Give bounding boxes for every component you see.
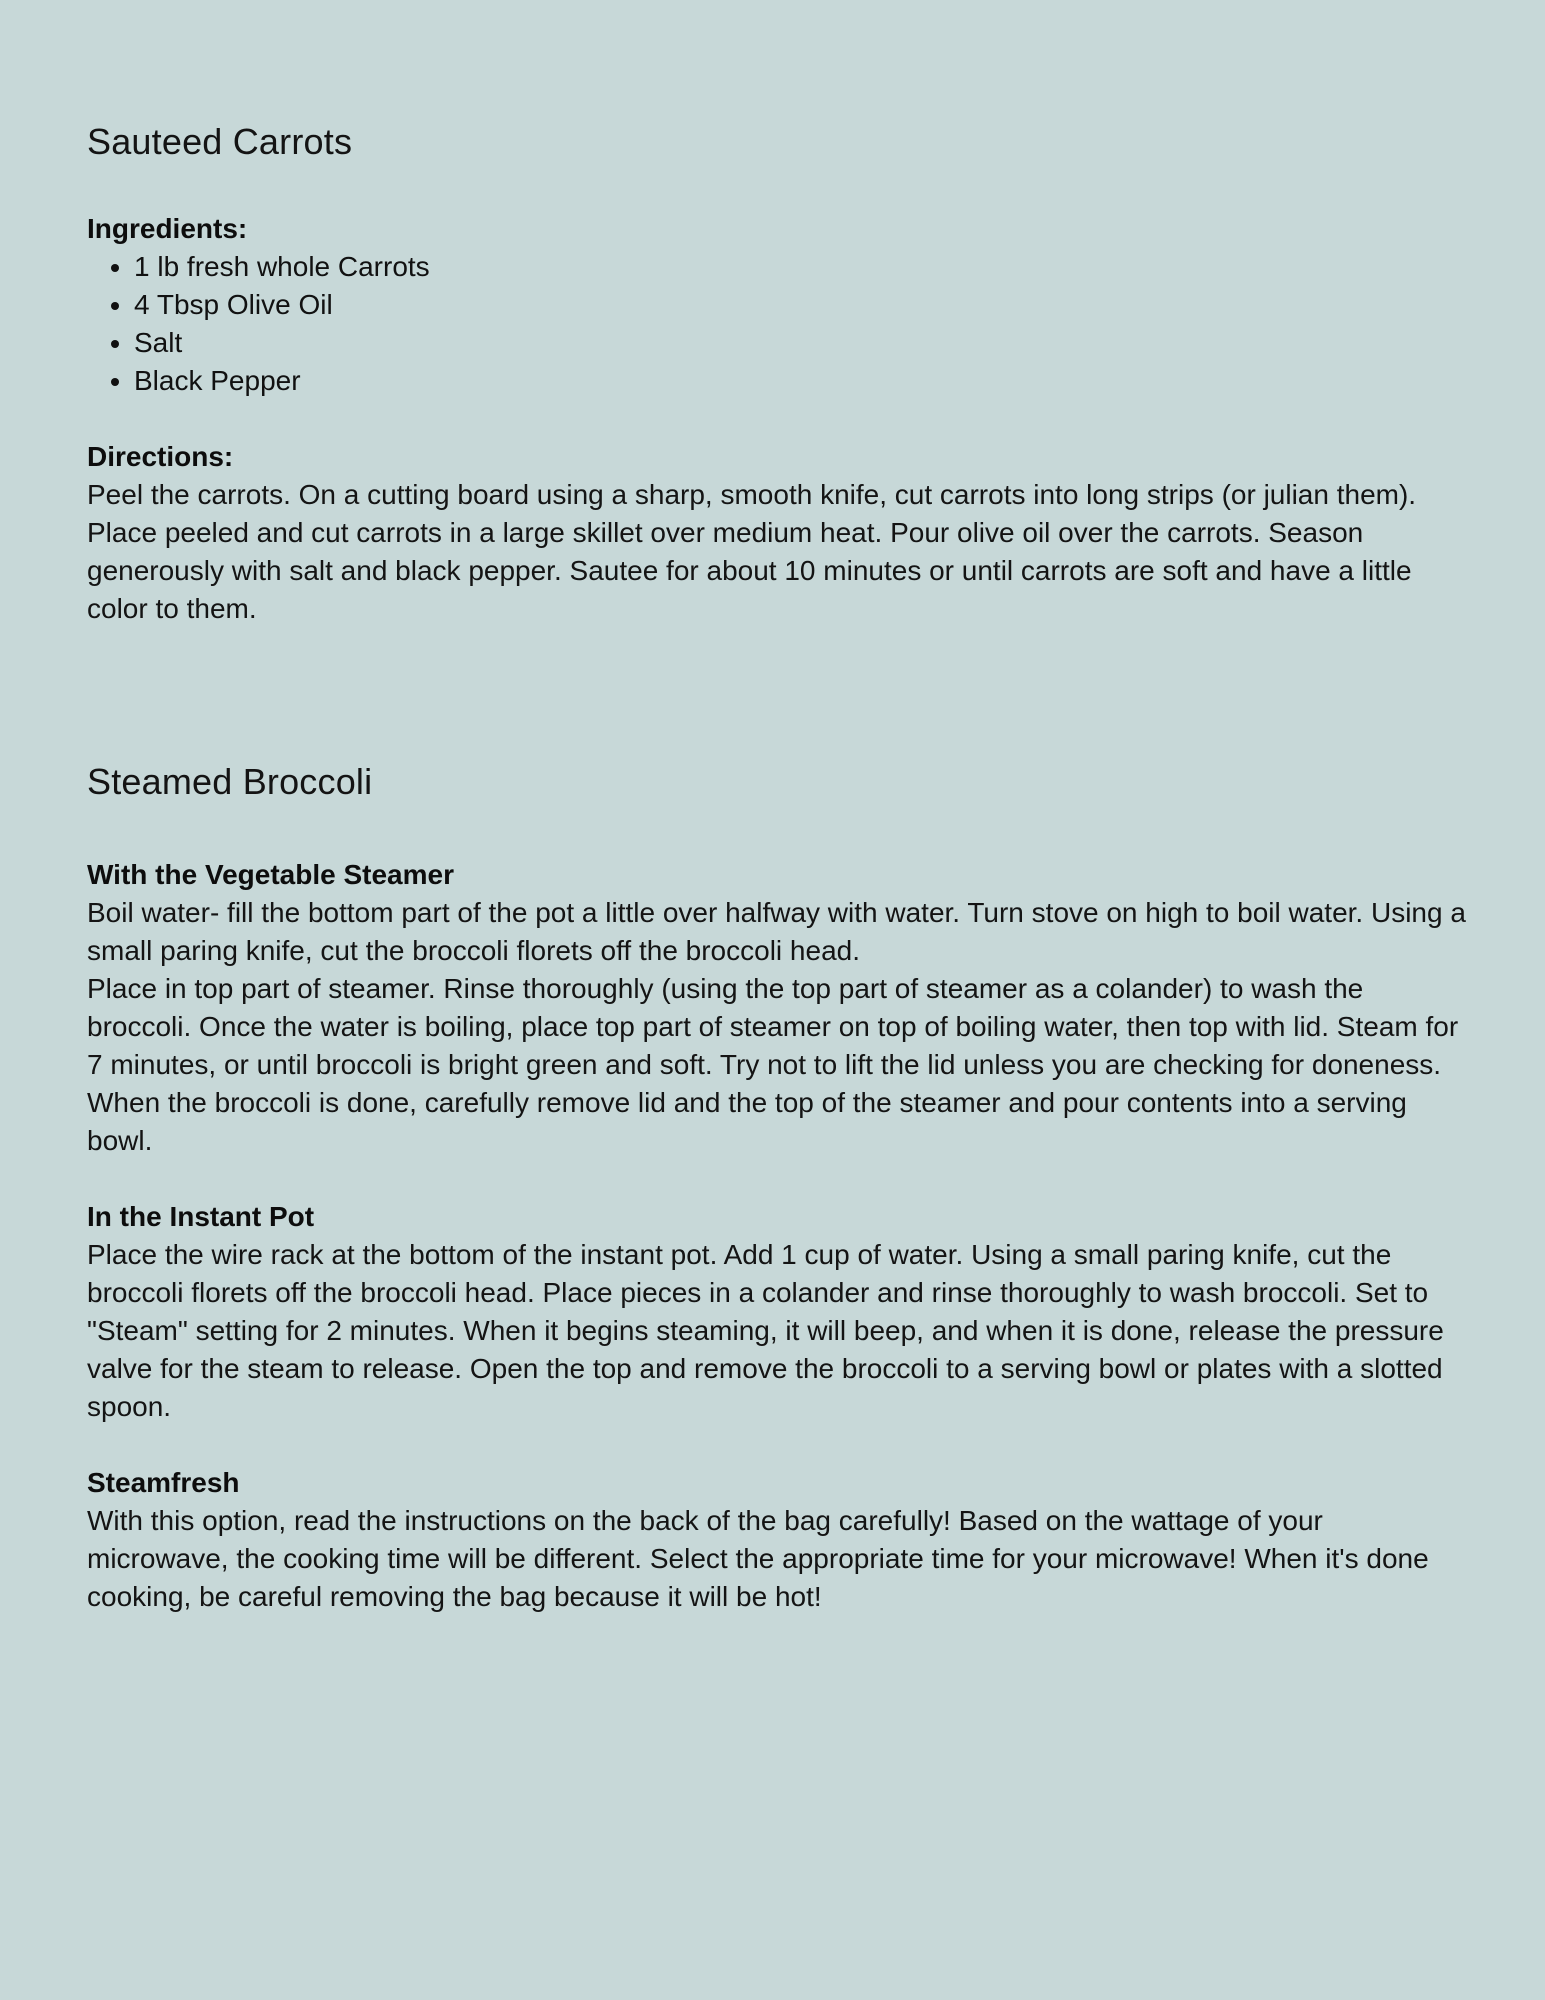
ingredients-heading: Ingredients: bbox=[87, 213, 248, 244]
recipe-title: Sauteed Carrots bbox=[87, 121, 353, 162]
recipe-sauteed-carrots bbox=[87, 118, 1467, 628]
method-text: Boil water- fill the bottom part of the pot a little over halfway with water. Turn stove on high to boil water. Using a small paring knife, cut the broccoli florets off the broccoli head. bbox=[87, 897, 1466, 966]
method-heading-instant-pot: In the Instant Pot bbox=[87, 1201, 315, 1232]
method-text: Place the wire rack at the bottom of the instant pot. Add 1 cup of water. Using a small paring knife, cut the broccoli florets off the broccoli head. Place pieces in a colander and rinse thoroughly to wash broccoli. Set to "Steam" setting for 2 minutes. When it begins steaming, it will beep, and when it is done, release the pressure valve for the steam to release. Open the top and remove the broccoli to a serving bowl or plates with a slotted spoon. bbox=[87, 1239, 1444, 1422]
ingredient-item: • 1 lb fresh whole Carrots bbox=[134, 248, 1467, 286]
recipe-steamed-broccoli bbox=[87, 758, 1467, 1616]
directions-heading: Directions: bbox=[87, 441, 234, 472]
ingredient-item: • Salt bbox=[134, 324, 1467, 362]
method-heading-steamfresh: Steamfresh bbox=[87, 1467, 240, 1498]
method-text: With this option, read the instructions on the back of the bag carefully! Based on the wattage of your microwave, the cooking time will be different. Select the appropriate time for your microwave! When it's done cooking, be careful removing the bag because it will be hot! bbox=[87, 1505, 1429, 1612]
directions-text: Peel the carrots. On a cutting board using a sharp, smooth knife, cut carrots into long strips (or julian them). Place peeled and cut carrots in a large skillet over medium heat. Pour olive oil over the carrots. Season generously with salt and black pepper. Sautee for about 10 minutes or until carrots are soft and have a little color to them. bbox=[87, 479, 1417, 624]
method-text: Place in top part of steamer. Rinse thoroughly (using the top part of steamer as a colander) to wash the broccoli. Once the water is boiling, place top part of steamer on top of boiling water, then top with lid. Steam for 7 minutes, or until broccoli is bright green and soft. Try not to lift the lid unless you are checking for doneness. When the broccoli is done, carefully remove lid and the top of the steamer and pour contents into a serving bowl. bbox=[87, 973, 1459, 1156]
method-heading-vegetable-steamer: With the Vegetable Steamer bbox=[87, 859, 454, 890]
ingredient-item: • Black Pepper bbox=[134, 362, 1467, 400]
ingredient-item: • 4 Tbsp Olive Oil bbox=[134, 286, 1467, 324]
recipe-title: Steamed Broccoli bbox=[87, 761, 373, 802]
ingredient-list bbox=[87, 248, 1467, 400]
